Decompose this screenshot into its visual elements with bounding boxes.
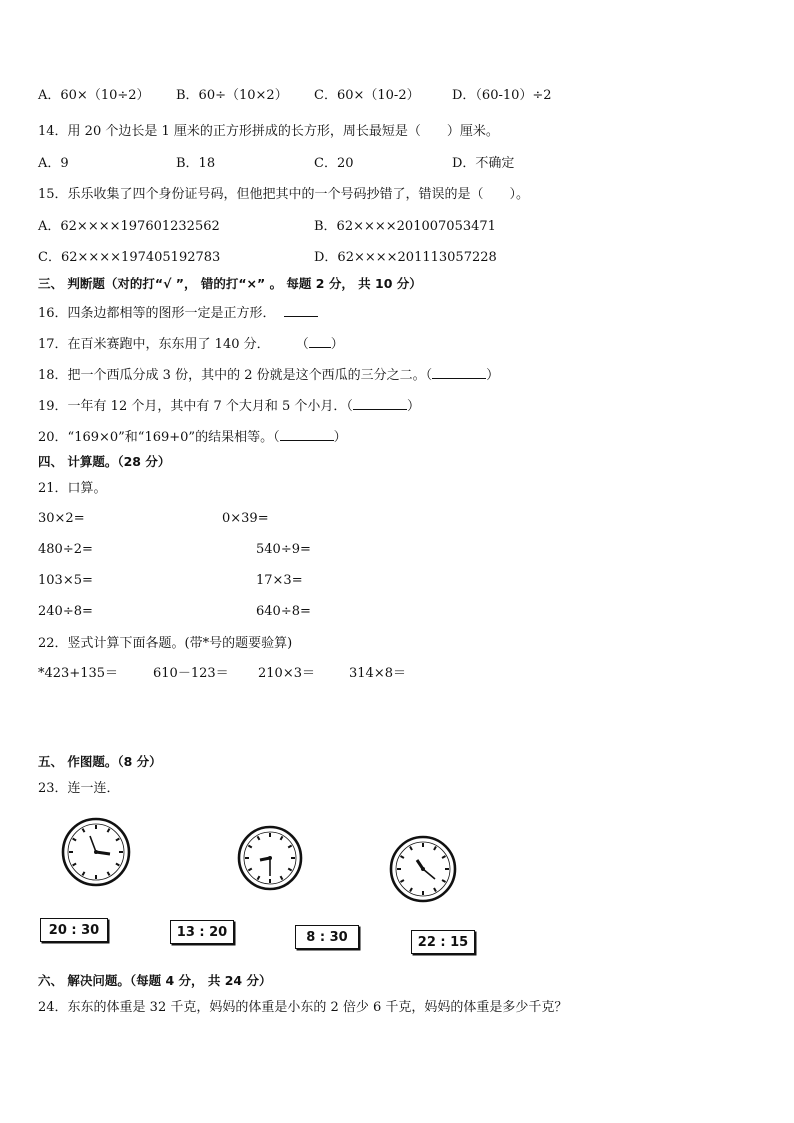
q13-option-d: D．（60-10）÷2	[452, 88, 552, 103]
q16	[38, 303, 318, 322]
q21-item-7: 240÷8=	[38, 604, 93, 619]
q14-option-d: D．不确定	[452, 156, 515, 171]
q21-item-4: 540÷9=	[256, 542, 311, 557]
q19-open-paren: （	[346, 399, 353, 414]
q22-item-1: *423+135＝	[38, 666, 119, 681]
q19	[38, 396, 420, 415]
q13-option-c: C．60×（10-2）	[314, 88, 420, 103]
q13-option-b: B．60÷（10×2）	[176, 88, 288, 103]
q17-open-paren: （	[295, 337, 309, 352]
q15-option-d: D．62××××201113057228	[314, 250, 497, 265]
q21-item-1: 30×2=	[38, 511, 85, 526]
time-card-2[interactable]	[170, 920, 234, 944]
q14-option-b: B．18	[176, 156, 216, 171]
q19-text: 19．一年有 12 个月，其中有 7 个大月和 5 个小月．	[38, 399, 347, 414]
q13-option-a: A．60×（10÷2）	[38, 88, 150, 103]
q22-item-2: 610－123＝	[153, 666, 229, 681]
q17	[38, 334, 344, 353]
q15-option-c: C．62××××197405192783	[38, 250, 221, 265]
q22-item-4: 314×8＝	[349, 666, 406, 681]
clock-icon	[388, 834, 458, 904]
q22-stem: 22．竖式计算下面各题。(带*号的题要验算)	[38, 636, 293, 651]
q18-answer-blank[interactable]	[432, 365, 486, 379]
q16-text: 16．四条边都相等的图形一定是正方形．	[38, 306, 276, 321]
q22-item-3: 210×3＝	[258, 666, 315, 681]
q19-answer-blank[interactable]	[353, 396, 407, 410]
q16-answer-blank[interactable]	[284, 303, 318, 317]
q18-close-paren: ）	[486, 368, 500, 383]
q20	[38, 427, 347, 446]
q14-option-a: A．9	[38, 156, 69, 171]
time-card-label: 8 : 30	[306, 929, 348, 945]
clock-icon	[60, 816, 132, 888]
clock-icon	[236, 824, 304, 892]
q15-option-a: A．62××××197601232562	[38, 219, 220, 234]
section-3-heading: 三、 判断题（对的打“√ ”， 错的打“×” 。 每题 2 分， 共 10 分）	[38, 276, 422, 291]
section-6-heading: 六、 解决问题。（每题 4 分， 共 24 分）	[38, 973, 272, 988]
q20-answer-blank[interactable]	[280, 427, 334, 441]
q14-option-c: C．20	[314, 156, 354, 171]
q20-close-paren: ）	[333, 430, 347, 445]
section-4-heading: 四、 计算题。（28 分）	[38, 454, 171, 469]
q21-item-3: 480÷2=	[38, 542, 93, 557]
q21-item-6: 17×3=	[256, 573, 303, 588]
q21-item-2: 0×39=	[222, 511, 269, 526]
time-card-label: 22 : 15	[417, 934, 469, 950]
section-5-heading: 五、 作图题。（8 分）	[38, 754, 162, 769]
q17-text: 17．在百米赛跑中，东东用了 140 分．	[38, 337, 270, 352]
time-card-label: 13 : 20	[176, 924, 228, 940]
q18-open-paren: （	[425, 368, 433, 383]
q14-stem: 14．用 20 个边长是 1 厘米的正方形拼成的长方形，周长最短是（ ）厘米。	[38, 124, 499, 139]
q18	[38, 365, 499, 384]
q17-answer-blank[interactable]	[309, 334, 331, 348]
q15-option-b: B．62××××201007053471	[314, 219, 496, 234]
q15-stem: 15．乐乐收集了四个身份证号码，但他把其中的一个号码抄错了，错误的是（ ）。	[38, 187, 530, 202]
q23-stem: 23．连一连．	[38, 781, 120, 796]
time-card-1[interactable]	[40, 918, 108, 942]
q19-close-paren: ）	[406, 399, 420, 414]
time-card-4[interactable]	[411, 930, 475, 954]
q17-close-paren: ）	[330, 337, 344, 352]
q21-item-8: 640÷8=	[256, 604, 311, 619]
q21-item-5: 103×5=	[38, 573, 93, 588]
q20-open-paren: （	[273, 430, 280, 445]
time-card-3[interactable]	[295, 925, 359, 949]
q20-text: 20．“169×0”和“169+0”的结果相等。	[38, 430, 274, 445]
q24-text: 24．东东的体重是 32 千克，妈妈的体重是小东的 2 倍少 6 千克，妈妈的体重是多少千克？	[38, 1000, 568, 1015]
q21-stem: 21．口算。	[38, 481, 107, 496]
time-card-label: 20 : 30	[48, 922, 100, 938]
q18-text: 18．把一个西瓜分成 3 份，其中的 2 份就是这个西瓜的三分之二。	[38, 368, 426, 383]
